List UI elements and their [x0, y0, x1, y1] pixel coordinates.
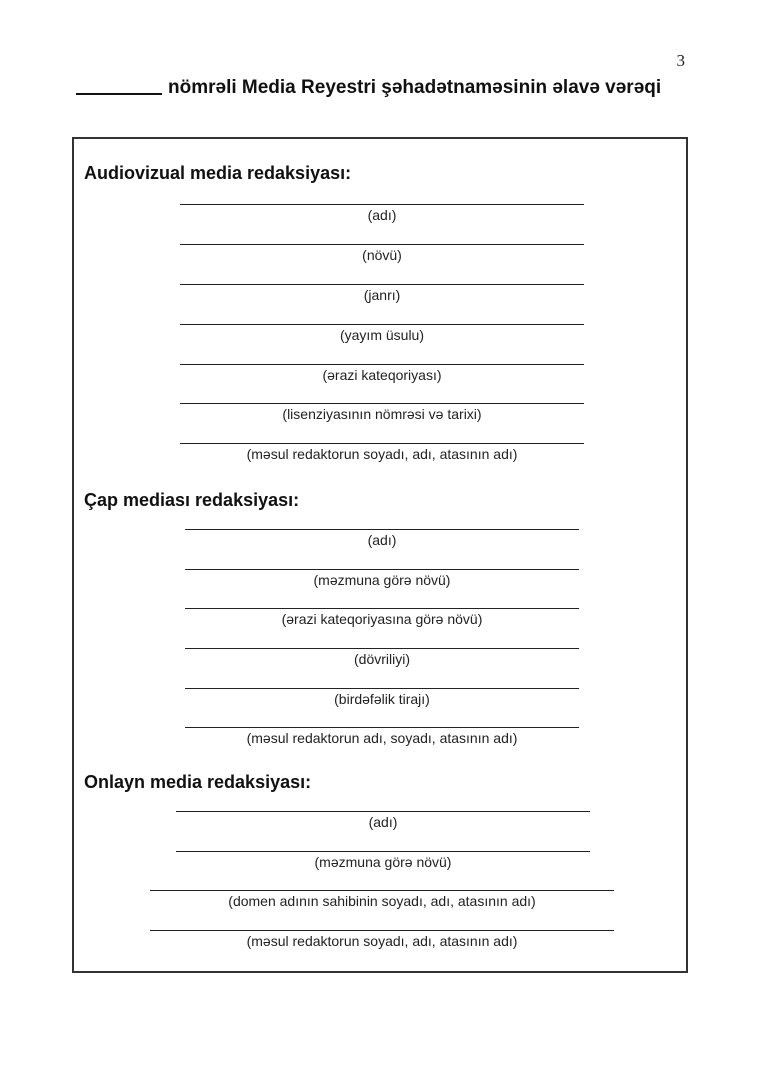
field-caption: (adı) [367, 207, 397, 223]
field-caption: (domen adının sahibinin soyadı, adı, atasının adı) [228, 893, 536, 909]
field-caption: (janrı) [363, 287, 401, 303]
field-caption: (məzmuna görə növü) [313, 572, 451, 588]
field-print-content-type[interactable] [185, 569, 579, 589]
field-caption: (lisenziyasının nömrəsi və tarixi) [282, 406, 482, 422]
field-caption: (dövriliyi) [354, 651, 410, 667]
field-caption: (ərazi kateqoriyası) [322, 367, 442, 383]
field-caption: (birdəfəlik tirajı) [334, 691, 430, 707]
field-print-periodicity[interactable] [185, 648, 579, 668]
certificate-number-blank[interactable] [76, 75, 162, 95]
field-caption: (məsul redaktorun soyadı, adı, atasının adı) [246, 446, 518, 462]
field-caption: (məzmuna görə növü) [314, 854, 452, 870]
field-caption: (məsul redaktorun adı, soyadı, atasının adı) [246, 730, 518, 746]
field-print-circulation[interactable] [185, 688, 579, 708]
field-online-name[interactable] [176, 811, 590, 831]
section-title-print: Çap mediası redaksiyası: [84, 490, 300, 510]
field-caption: (adı) [367, 532, 397, 548]
field-print-editor[interactable] [185, 727, 579, 747]
field-audiovisual-editor[interactable] [180, 443, 584, 463]
field-online-domain-owner[interactable] [150, 890, 614, 910]
field-print-territory-type[interactable] [185, 608, 579, 628]
field-caption: (adı) [368, 814, 398, 830]
section-title-online: Onlayn media redaksiyası: [84, 772, 312, 792]
page-number: 3 [676, 51, 685, 70]
field-audiovisual-territory[interactable] [180, 364, 584, 384]
field-online-editor[interactable] [150, 930, 614, 950]
field-caption: (məsul redaktorun soyadı, adı, atasının adı) [246, 933, 518, 949]
document-title [76, 75, 690, 99]
field-audiovisual-type[interactable] [180, 244, 584, 264]
field-audiovisual-license[interactable] [180, 403, 584, 423]
document-title-text: nömrəli Media Reyestri şəhadətnaməsinin əlavə vərəqi [168, 77, 662, 98]
field-caption: (yayım üsulu) [339, 327, 425, 343]
field-audiovisual-broadcast-method[interactable] [180, 324, 584, 344]
field-caption: (növü) [362, 247, 402, 263]
field-audiovisual-name[interactable] [180, 204, 584, 224]
field-print-name[interactable] [185, 529, 579, 549]
field-audiovisual-genre[interactable] [180, 284, 584, 304]
field-caption: (ərazi kateqoriyasına görə növü) [281, 611, 483, 627]
form-frame [72, 137, 688, 973]
section-title-audiovisual: Audiovizual media redaksiyası: [84, 163, 352, 183]
field-online-content-type[interactable] [176, 851, 590, 871]
